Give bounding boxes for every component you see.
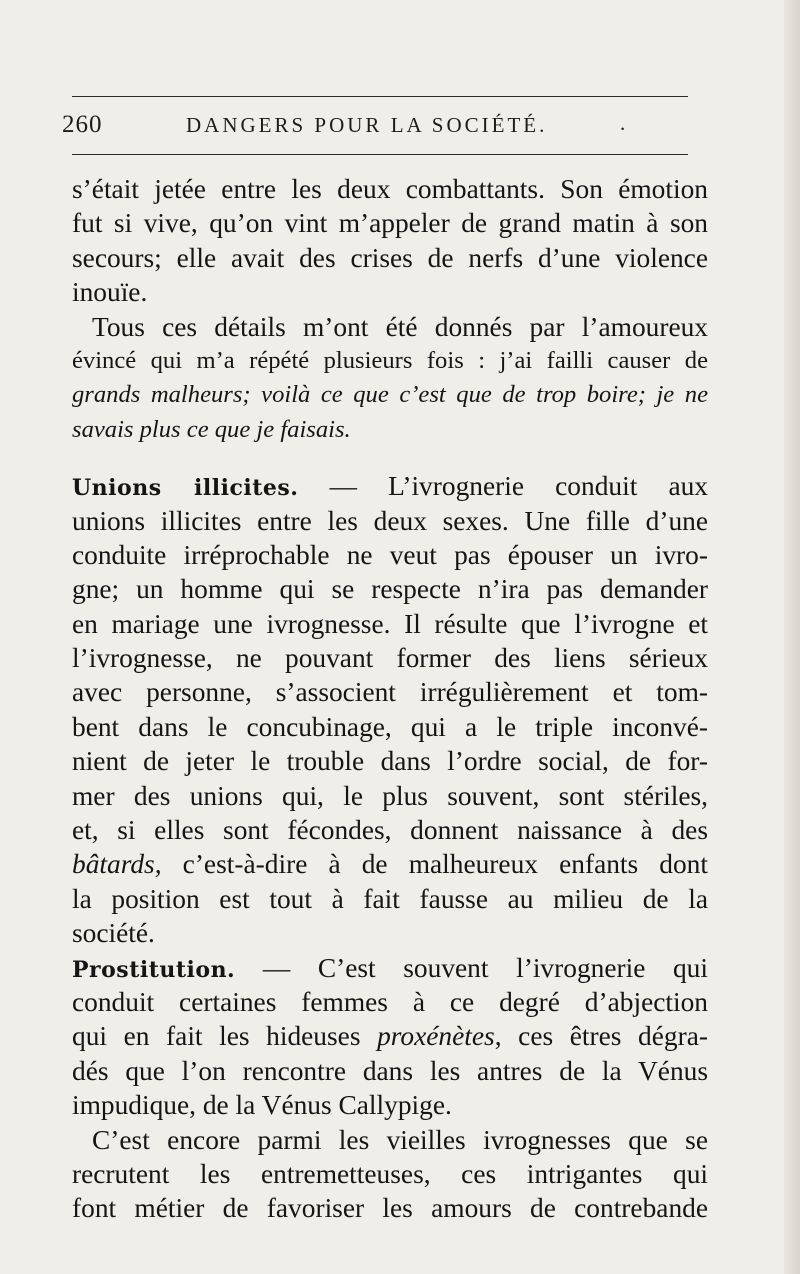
header-dot: . (620, 111, 626, 135)
text-line: unions illicites entre les deux sexes. Une fille d’une (72, 505, 708, 536)
section-heading-line (72, 469, 708, 503)
text-fragment: , ces êtres dégra- (494, 1021, 708, 1052)
text-line: nient de jeter le trouble dans l’ordre social, de for- (72, 746, 708, 777)
text-fragment: qui en fait les hideuses (72, 1021, 378, 1052)
text-line-italic: savais plus ce que je faisais. (72, 415, 351, 443)
text-line: font métier de favoriser les amours de contrebande (72, 1193, 708, 1224)
text-line (72, 847, 708, 881)
text-line: en mariage une ivrognesse. Il résulte que l’ivrogne et (72, 608, 708, 639)
text-line: la position est tout à fait fausse au milieu de la (72, 883, 708, 914)
page-number: 260 (62, 111, 103, 138)
text-line: avec personne, s’associent irrégulièrement et tom- (72, 677, 708, 708)
text-line: dés que l’on rencontre dans les antres de la Vénus (72, 1055, 708, 1086)
text-fragment: — C’est souvent l’ivrognerie qui (235, 952, 708, 983)
italic-word: proxénètes (377, 1021, 495, 1052)
section-heading-unions: Unions illicites. (72, 475, 299, 502)
text-line: C’est encore parmi les vieilles ivrognesses que se (92, 1124, 708, 1155)
page-body (72, 172, 708, 1226)
page-binding-edge (784, 0, 800, 1274)
text-line-italic: grands malheurs; voilà ce que c’est que de trop boire; je ne (72, 381, 708, 409)
text-fragment: — L’ivrognerie conduit aux (298, 471, 708, 502)
text-line: inouïe. (72, 277, 148, 308)
text-line: impudique, de la Vénus Callypige. (72, 1090, 452, 1121)
text-line: Tous ces détails m’ont été donnés par l’amoureux (92, 311, 708, 342)
text-line: et, si elles sont fécondes, donnent naissance à des (72, 815, 708, 846)
text-line: s’était jetée entre les deux combattants. Son émotion (72, 174, 708, 204)
text-line: évincé qui m’a répété plusieurs fois : j’ai failli causer de (72, 346, 708, 374)
text-line (72, 1019, 708, 1053)
text-line: recrutent les entremetteuses, ces intrigantes qui (72, 1158, 708, 1189)
text-line: secours; elle avait des crises de nerfs d’une violence (72, 242, 708, 273)
text-line: société. (72, 918, 155, 949)
text-line: l’ivrognesse, ne pouvant former des liens sérieux (72, 643, 708, 674)
section-gap (72, 447, 708, 469)
text-line: conduit certaines femmes à ce degré d’abjection (72, 986, 708, 1017)
section-heading-prostitution: Prostitution. (72, 956, 236, 983)
header-bottom-rule (72, 154, 688, 155)
text-line: bent dans le concubinage, qui a le triple inconvé- (72, 711, 708, 742)
section-heading-line (72, 951, 708, 985)
running-header (62, 111, 692, 145)
header-top-rule (72, 96, 688, 97)
italic-word: bâtards, (72, 849, 162, 880)
running-title: DANGERS POUR LA SOCIÉTÉ. (186, 113, 548, 137)
text-line: conduite irréprochable ne veut pas épouser un ivro- (72, 539, 708, 570)
text-line: mer des unions qui, le plus souvent, sont stériles, (72, 780, 708, 811)
text-line: fut si vive, qu’on vint m’appeler de grand matin à son (72, 208, 708, 239)
text-line: gne; un homme qui se respecte n’ira pas demander (72, 574, 708, 605)
text-fragment: c’est-à-dire à de malheureux enfants dont (161, 849, 708, 880)
